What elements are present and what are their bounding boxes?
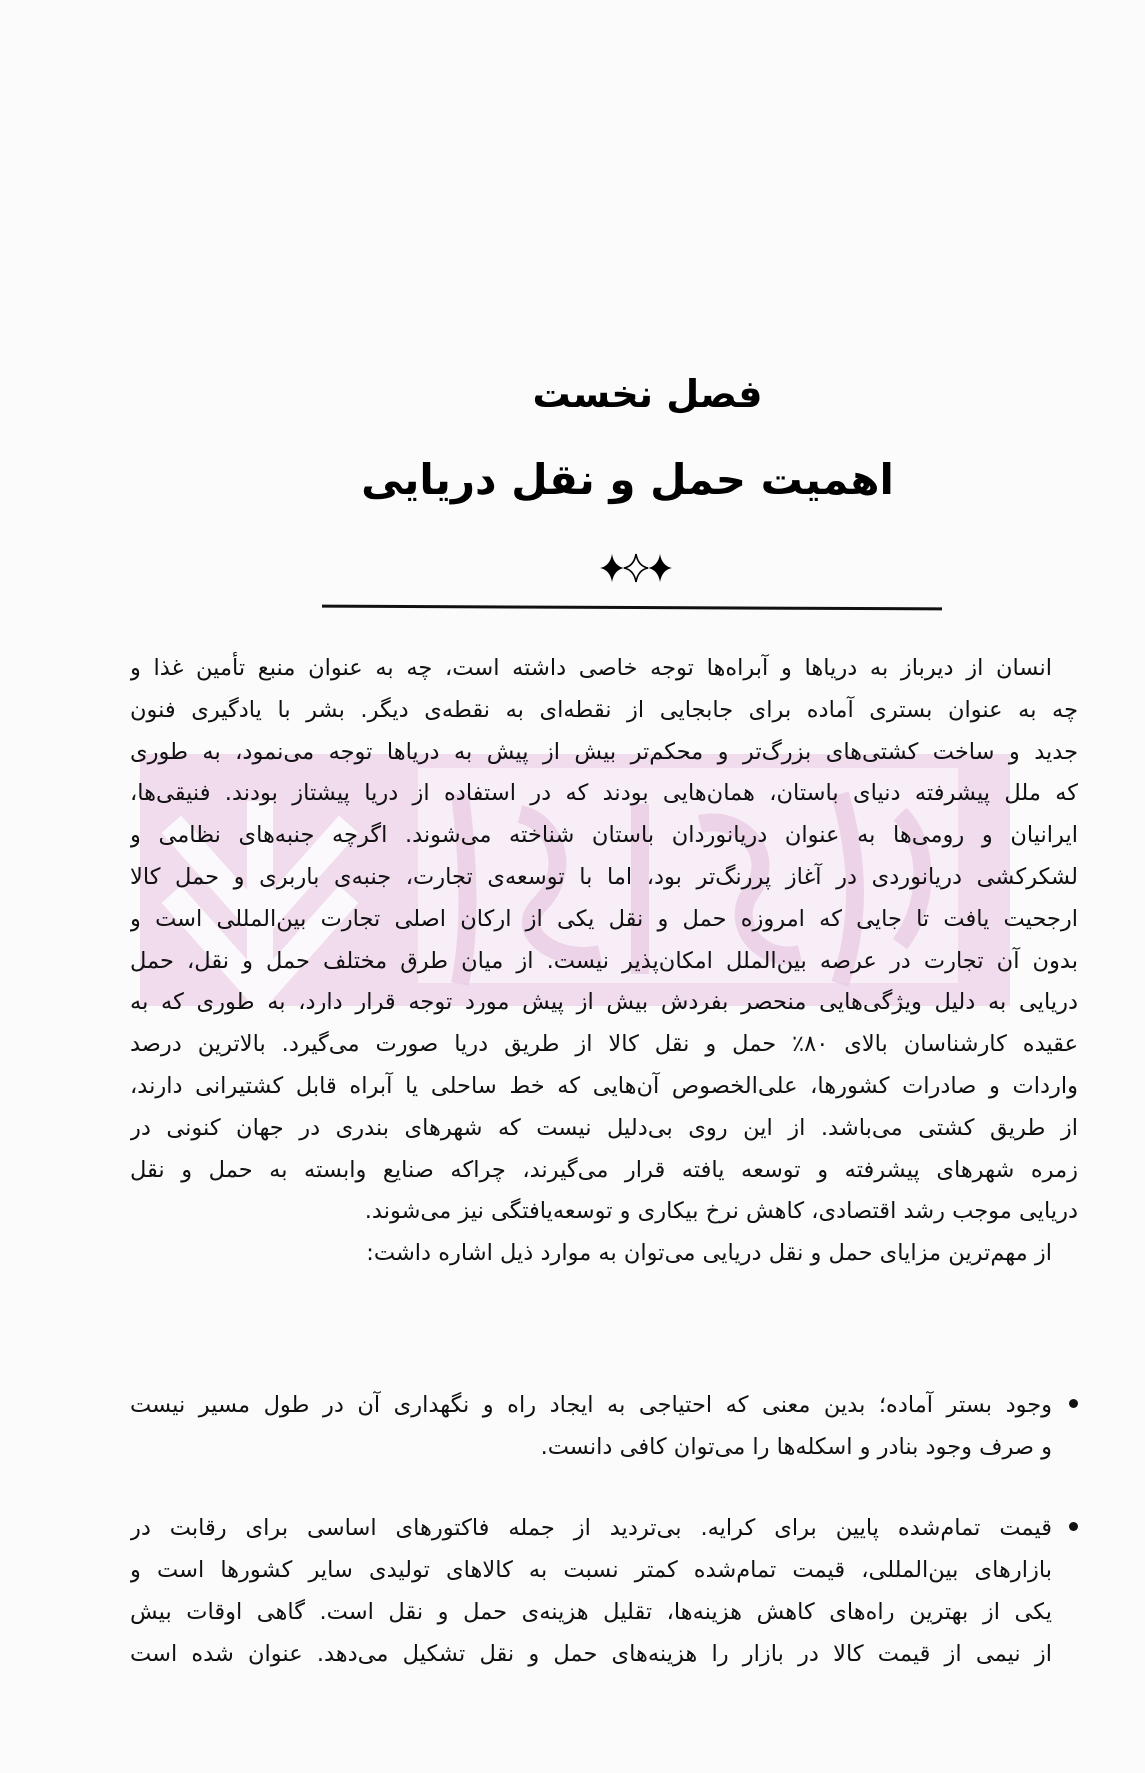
chapter-label: فصل نخست: [532, 372, 763, 416]
diamond-star-ornament-icon: [600, 548, 672, 588]
text-line: از نیمی از قیمت کالا در بازار را هزینه‌های حمل و نقل تشکیل می‌دهد. عنوان شده است: [130, 1641, 1052, 1667]
text-line: ایرانیان و رومی‌ها به عنوان دریانوردان باستان شناخته می‌شوند. اگرچه جنبه‌های نظامی و: [130, 822, 1078, 849]
bullet-item-ready-route: [130, 1384, 1078, 1468]
chapter-title: اهمیت حمل و نقل دریایی: [361, 455, 894, 504]
filled-star-right-icon: [648, 554, 672, 582]
text-line: دریایی به دلیل ویژگی‌هایی منحصر بفردش بیش از پیش مورد توجه قرار دارد، به طوری که به: [130, 989, 1078, 1016]
text-line: لشکرکشی دریانوردی در آغاز پررنگ‌تر بود، اما با توسعه‌ی تجارت، جنبه‌ی باربری و حمل کالا: [130, 863, 1078, 890]
text-line: وجود بستر آماده؛ بدین معنی که احتیاجی به ایجاد راه و نگهداری آن در طول مسیر نیست: [130, 1392, 1052, 1418]
paragraph-advantages-intro: از مهم‌ترین مزایای حمل و نقل دریایی می‌توان به موارد ذیل اشاره داشت:: [366, 1240, 1052, 1267]
text-line: که ملل پیشرفته دنیای باستان، همان‌هایی بودند که در استفاده از دریا پیشتاز بودند. فنیقی‌ها،: [130, 780, 1078, 807]
text-line: بدون آن تجارت در عرصه بین‌الملل امکان‌پذیر نیست. از میان طرق مختلف حمل و نقل، حمل: [130, 947, 1078, 974]
text-line: جدید و ساخت کشتی‌های بزرگ‌تر و محکم‌تر بیش از پیش به دریاها توجه می‌نمود، به طوری: [130, 738, 1078, 765]
filled-star-left-icon: [600, 554, 624, 582]
text-line: دریایی موجب رشد اقتصادی، کاهش نرخ بیکاری و توسعه‌یافتگی نیز می‌شوند.: [364, 1198, 1078, 1225]
text-line: واردات و صادرات کشورها، علی‌الخصوص آن‌هایی که خط ساحلی یا آبراه قابل کشتیرانی دارند،: [130, 1072, 1078, 1099]
text-line: و صرف وجود بنادر و اسکله‌ها را می‌توان کافی دانست.: [540, 1434, 1052, 1460]
chapter-divider-rule: [322, 605, 942, 611]
bullet-item-low-cost: [130, 1507, 1078, 1675]
hollow-star-center-icon: [624, 554, 648, 582]
bullet-icon: [1069, 1399, 1078, 1408]
text-line: ارجحیت یافت تا جایی که امروزه حمل و نقل یکی از ارکان اصلی تجارت بین‌المللی است و: [130, 905, 1078, 932]
text-line: از طریق کشتی می‌باشد. از این روی بی‌دلیل نیست که شهرهای بندری در جهان کنونی در: [130, 1114, 1078, 1141]
text-line: چه به عنوان بستری آماده برای جابجایی از نقطه‌ای به نقطه‌ی دیگر. بشر با یادگیری فنون: [130, 696, 1078, 723]
text-line: زمره شهرهای پیشرفته و توسعه یافته قرار می‌گیرند، چراکه صنایع وابسته به حمل و نقل: [130, 1156, 1078, 1183]
text-line: قیمت تمام‌شده پایین برای کرایه. بی‌تردید از جمله فاکتورهای اساسی برای رقابت در: [130, 1515, 1052, 1541]
text-line: عقیده کارشناسان بالای ۸۰٪ حمل و نقل کالا از طریق دریا صورت می‌گیرد. بالاترین درصد: [130, 1031, 1078, 1058]
text-line: بازارهای بین‌المللی، قیمت تمام‌شده کمتر نسبت به کالاهای تولیدی سایر کشورها است و: [130, 1557, 1052, 1583]
bullet-icon: [1069, 1522, 1078, 1531]
paragraph-intro: [130, 648, 1078, 1275]
text-line: یکی از بهترین راه‌های کاهش هزینه‌ها، تقلیل هزینه‌ی حمل و نقل است. گاهی اوقات بیش: [130, 1599, 1052, 1625]
text-line: انسان از دیرباز به دریاها و آبراه‌ها توجه خاصی داشته است، چه به عنوان منبع تأمین غذا و: [130, 655, 1052, 681]
